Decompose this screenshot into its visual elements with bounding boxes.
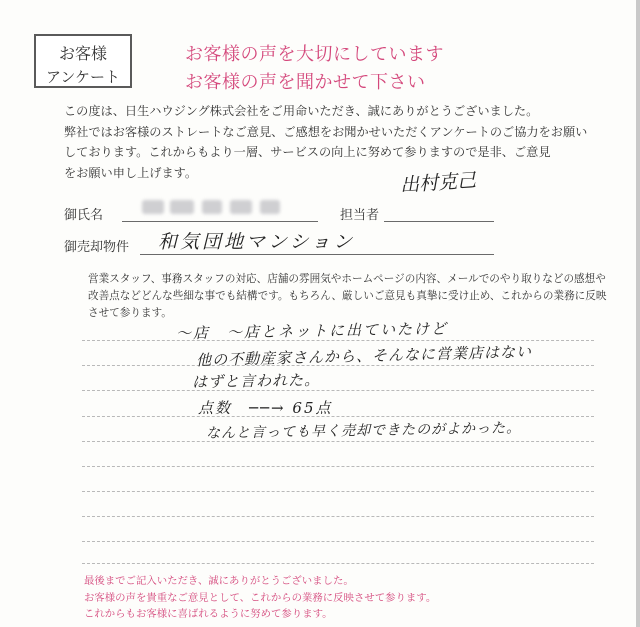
property-label: 御売却物件 <box>64 240 130 255</box>
ruled-line <box>82 563 594 564</box>
intro-line: この度は、日生ハウジング株式会社をご用命いただき、誠にありがとうございました。 <box>64 104 539 118</box>
headline-2: お客様の声を聞かせて下さい <box>185 72 426 93</box>
comment-line-3: はずと言われた。 <box>191 370 321 392</box>
property-handwritten: 和気団地マンション <box>158 231 356 253</box>
intro-line: しております。これからもより一層、サービスの向上に努めて参りますので是非、ご意見 <box>64 145 551 159</box>
instruction-line: 改善点などどんな些細な事でも結構です。もちろん、厳しいご意見も真摯に受け止め、これからの業務に反映 <box>88 290 607 302</box>
scan-edge <box>636 0 640 627</box>
name-underline <box>122 221 318 222</box>
intro-line: をお願い申し上げます。 <box>64 165 198 180</box>
intro-paragraph <box>64 101 588 183</box>
ruled-line <box>82 466 594 467</box>
footer-message <box>84 573 436 623</box>
survey-title-box <box>34 34 132 88</box>
ruled-line <box>82 390 594 391</box>
footer-line: 最後までご記入いただき、誠にありがとうございました。 <box>84 575 354 587</box>
instruction-line: 営業スタッフ、事務スタッフの対応、店舗の雰囲気やホームページの内容、メールでのやり取りなどの感想や <box>88 273 606 285</box>
survey-title-line2: アンケート <box>45 68 121 86</box>
comment-instructions <box>88 271 607 322</box>
staff-underline <box>384 221 494 222</box>
comment-line-1: 〜店 〜店とネットに出ていたけど <box>175 319 449 343</box>
intro-line: 弊社ではお客様のストレートなご意見、ご感想をお聞かせいただくアンケートのご協力をお願い <box>64 124 588 139</box>
survey-title-line1: お客様 <box>58 44 107 63</box>
comment-line-2: 他の不動産家さんから、そんなに営業店はない <box>195 342 533 370</box>
staff-signature: 出村克己 <box>399 169 477 197</box>
ruled-line <box>82 541 594 542</box>
ruled-line <box>82 516 594 517</box>
footer-line: お客様の声を貴重なご意見として、これからの業務に反映させて参ります。 <box>84 591 437 604</box>
property-underline <box>140 254 494 255</box>
name-label: 御氏名 <box>64 208 104 223</box>
instruction-line: させて参ります。 <box>88 307 172 319</box>
comment-line-4: 点数 ──→ 65点 <box>198 399 333 417</box>
footer-line: これからもお客様に喜ばれるように努めて参ります。 <box>84 608 333 620</box>
ruled-line <box>82 441 594 442</box>
staff-label: 担当者 <box>340 208 380 223</box>
redacted-name <box>142 197 282 217</box>
ruled-line <box>82 491 594 492</box>
headline-1: お客様の声を大切にしています <box>185 44 444 65</box>
comment-line-5: なんと言っても早く売却できたのがよかった。 <box>205 420 522 442</box>
